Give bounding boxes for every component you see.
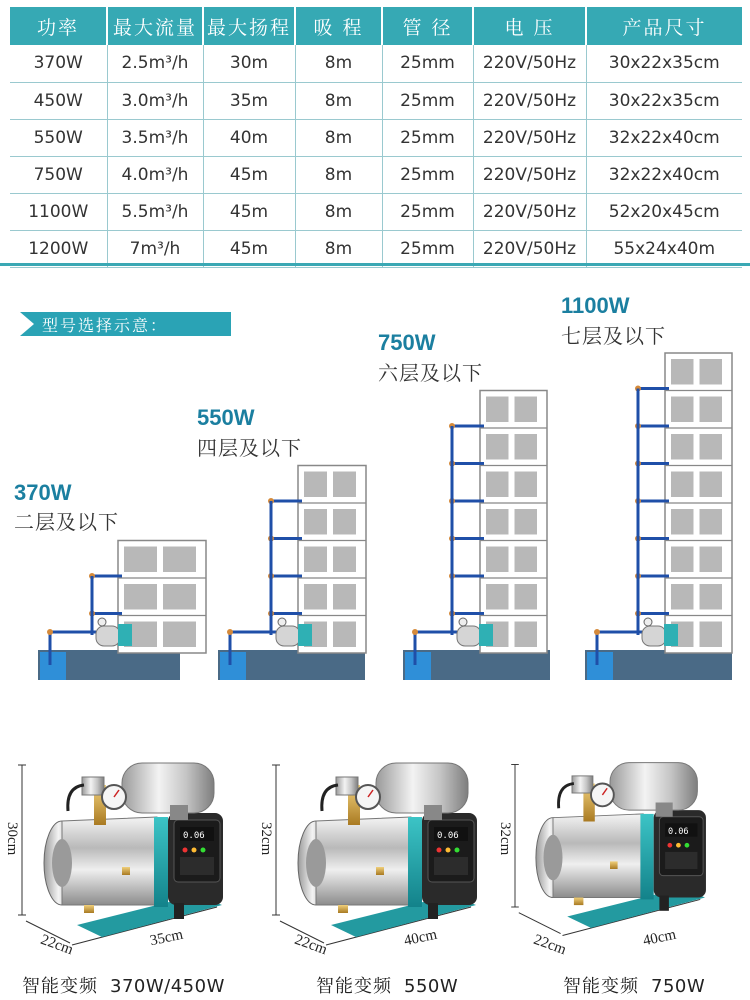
pump-teal-ring — [408, 817, 422, 907]
product-2-caption-label: 智能变频 — [316, 976, 392, 997]
cell-voltage: 220V/50Hz — [473, 119, 586, 156]
header-max-head: 最大扬程 — [203, 7, 295, 45]
product-3-height-label: 32cm — [497, 822, 513, 856]
outlet-fitting — [572, 776, 593, 793]
product-2-pump — [272, 763, 477, 945]
indicator-red — [183, 848, 188, 853]
drain-plug — [574, 898, 584, 906]
outlet-fitting — [82, 777, 104, 795]
cell-max-flow: 2.5m³/h — [107, 45, 203, 82]
pump-foot — [174, 903, 184, 919]
product-1-pump — [18, 763, 223, 945]
product-3-pump — [511, 763, 706, 936]
indicator-green — [455, 848, 460, 853]
building-370w-power: 370W — [14, 480, 72, 505]
product-1-caption — [22, 972, 225, 998]
cell-suction: 8m — [295, 119, 382, 156]
pump-teal-ring — [640, 814, 653, 900]
cell-product-size: 55x24x40m — [586, 230, 742, 267]
cell-max-head: 30m — [203, 45, 295, 82]
building-550w-power: 550W — [197, 405, 255, 430]
pump-housing — [553, 814, 649, 898]
building-750w-power: 750W — [378, 330, 436, 355]
product-1-caption-model: 370W/450W — [110, 976, 225, 997]
indicator-red — [667, 843, 672, 848]
cell-suction: 8m — [295, 82, 382, 119]
tank-mount — [424, 805, 442, 820]
product-2-caption — [316, 972, 458, 998]
product-3-caption-model: 750W — [651, 976, 706, 997]
pump-housing — [316, 817, 418, 905]
cell-pipe-diameter: 25mm — [382, 45, 473, 82]
cell-max-flow: 3.5m³/h — [107, 119, 203, 156]
cell-power: 450W — [10, 82, 107, 119]
cell-voltage: 220V/50Hz — [473, 82, 586, 119]
cell-pipe-diameter: 25mm — [382, 156, 473, 193]
cell-pipe-diameter: 25mm — [382, 193, 473, 230]
product-2-depth-label: 22cm — [292, 931, 330, 959]
cell-max-head: 45m — [203, 193, 295, 230]
cell-suction: 8m — [295, 193, 382, 230]
cell-voltage: 220V/50Hz — [473, 230, 586, 267]
building-550w-floors: 四层及以下 — [197, 436, 302, 460]
cell-suction: 8m — [295, 230, 382, 267]
cell-suction: 8m — [295, 45, 382, 82]
header-product-size: 产品尺寸 — [586, 7, 742, 45]
drain-plug — [84, 905, 94, 913]
cell-max-head: 45m — [203, 230, 295, 267]
cell-max-head: 40m — [203, 119, 295, 156]
building-1100w-floors: 七层及以下 — [561, 324, 666, 348]
fill-plug — [122, 867, 130, 875]
product-2-height-label: 32cm — [258, 822, 274, 856]
pressure-tank — [610, 763, 697, 811]
pump-inlet — [52, 839, 72, 887]
product-2-width-label: 40cm — [402, 926, 439, 950]
control-buttons — [434, 857, 468, 875]
cell-voltage: 220V/50Hz — [473, 156, 586, 193]
cell-power: 1200W — [10, 230, 107, 267]
cell-power: 750W — [10, 156, 107, 193]
cell-max-head: 45m — [203, 156, 295, 193]
indicator-yellow — [192, 848, 197, 853]
cell-max-flow: 5.5m³/h — [107, 193, 203, 230]
cell-pipe-diameter: 25mm — [382, 119, 473, 156]
header-voltage: 电 压 — [473, 7, 586, 45]
indicator-yellow — [446, 848, 451, 853]
header-power: 功率 — [10, 7, 107, 45]
building-750w-floors: 六层及以下 — [378, 361, 483, 385]
building-1100w-power: 1100W — [561, 293, 630, 318]
control-display-value: 0.06 — [437, 831, 459, 841]
pressure-tank — [376, 763, 468, 813]
cell-max-head: 35m — [203, 82, 295, 119]
cell-product-size: 30x22x35cm — [586, 82, 742, 119]
outlet-fitting — [336, 777, 358, 795]
header-max-flow: 最大流量 — [107, 7, 203, 45]
fill-plug — [610, 861, 618, 869]
control-display-value: 0.06 — [667, 826, 689, 837]
selection-title: 型号选择示意： — [42, 316, 169, 335]
cell-power: 1100W — [10, 193, 107, 230]
cell-voltage: 220V/50Hz — [473, 45, 586, 82]
indicator-green — [201, 848, 206, 853]
cell-suction: 8m — [295, 156, 382, 193]
pump-inlet — [544, 835, 563, 881]
indicator-green — [685, 843, 690, 848]
tank-mount — [656, 803, 673, 817]
pump-teal-ring — [154, 817, 168, 907]
pressure-tank — [122, 763, 214, 813]
pump-foot — [659, 896, 669, 911]
control-buttons — [180, 857, 214, 875]
product-3-caption-label: 智能变频 — [563, 976, 639, 997]
cell-max-flow: 3.0m³/h — [107, 82, 203, 119]
cell-product-size: 32x22x40cm — [586, 156, 742, 193]
fill-plug — [376, 867, 384, 875]
header-suction: 吸 程 — [295, 7, 382, 45]
product-1-height-label: 30cm — [4, 822, 20, 856]
drain-plug — [338, 905, 348, 913]
cell-product-size: 52x20x45cm — [586, 193, 742, 230]
product-3-width-label: 40cm — [641, 926, 678, 950]
pump-foot — [428, 903, 438, 919]
product-1-caption-label: 智能变频 — [22, 976, 98, 997]
pump-housing — [62, 817, 164, 905]
product-3-caption — [563, 972, 705, 998]
cell-power: 370W — [10, 45, 107, 82]
cell-max-flow: 4.0m³/h — [107, 156, 203, 193]
tank-mount — [170, 805, 188, 820]
cell-product-size: 30x22x35cm — [586, 45, 742, 82]
indicator-red — [437, 848, 442, 853]
cell-pipe-diameter: 25mm — [382, 230, 473, 267]
control-display-value: 0.06 — [183, 831, 205, 841]
indicator-yellow — [676, 843, 681, 848]
product-2-caption-model: 550W — [404, 976, 459, 997]
cell-product-size: 32x22x40cm — [586, 119, 742, 156]
cell-max-flow: 7m³/h — [107, 230, 203, 267]
product-3-depth-label: 22cm — [531, 931, 569, 959]
control-buttons — [665, 852, 697, 869]
cell-power: 550W — [10, 119, 107, 156]
product-1-depth-label: 22cm — [38, 931, 76, 959]
depth-dimension-line — [519, 913, 561, 934]
pressure-gauge-icon — [591, 784, 614, 807]
building-370w-floors: 二层及以下 — [14, 510, 119, 534]
pump-inlet — [306, 839, 326, 887]
header-pipe-diameter: 管 径 — [382, 7, 473, 45]
cell-pipe-diameter: 25mm — [382, 82, 473, 119]
cell-voltage: 220V/50Hz — [473, 193, 586, 230]
product-1-width-label: 35cm — [148, 926, 185, 950]
